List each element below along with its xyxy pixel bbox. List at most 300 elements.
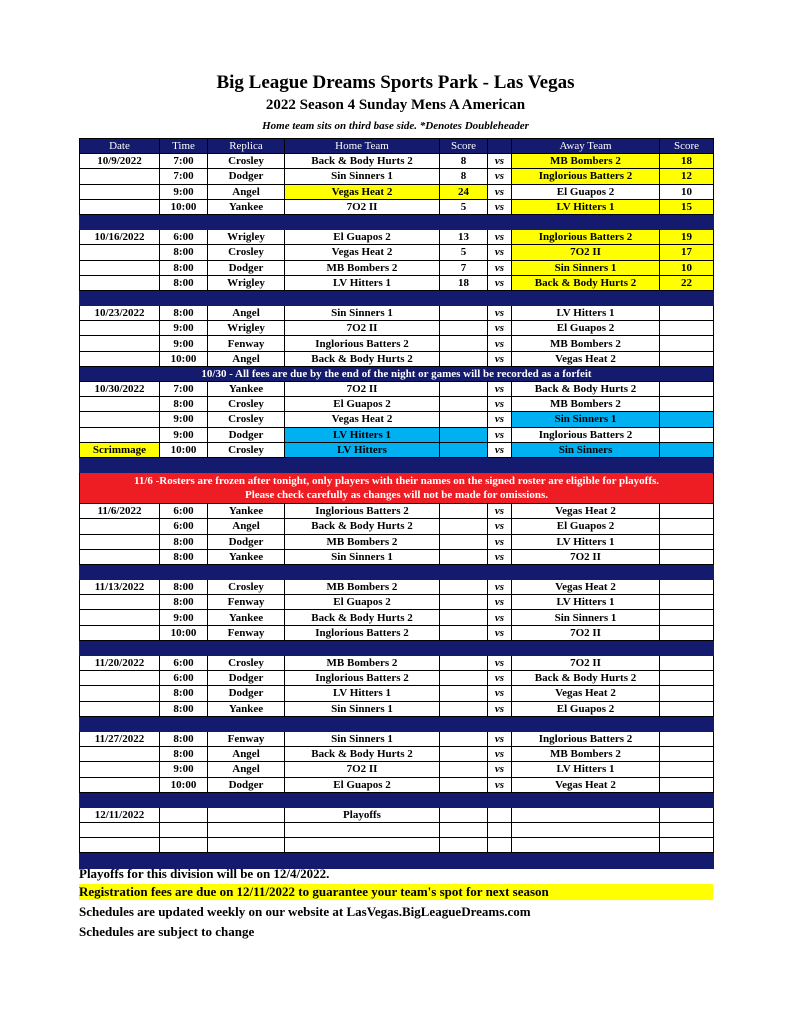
game-row <box>80 169 714 184</box>
date-cell <box>80 260 160 275</box>
separator-cell <box>285 564 440 579</box>
home-score-cell <box>440 625 488 640</box>
home-team-cell: MB Bombers 2 <box>285 656 440 671</box>
away-score-cell <box>660 686 714 701</box>
away-score-cell <box>660 671 714 686</box>
vs-cell: vs <box>488 549 512 564</box>
game-row <box>80 731 714 746</box>
separator-cell <box>488 640 512 655</box>
date-cell <box>80 427 160 442</box>
game-row <box>80 397 714 412</box>
time-cell: 9:00 <box>160 336 208 351</box>
away-score-cell: 18 <box>660 154 714 169</box>
field-cell: Dodger <box>208 169 285 184</box>
away-team-cell: Vegas Heat 2 <box>512 580 660 595</box>
separator-cell <box>660 290 714 305</box>
home-team-cell: Playoffs <box>285 807 440 822</box>
game-row <box>80 580 714 595</box>
home-score-cell <box>440 762 488 777</box>
field-cell: Yankee <box>208 199 285 214</box>
date-cell <box>80 519 160 534</box>
vs-cell: vs <box>488 260 512 275</box>
away-team-cell: MB Bombers 2 <box>512 336 660 351</box>
time-cell: 8:00 <box>160 260 208 275</box>
separator-cell <box>512 640 660 655</box>
away-team-cell: Inglorious Batters 2 <box>512 169 660 184</box>
away-team-cell: Inglorious Batters 2 <box>512 230 660 245</box>
date-cell: 12/11/2022 <box>80 807 160 822</box>
field-cell: Fenway <box>208 336 285 351</box>
away-score-cell <box>660 838 714 853</box>
week-separator-row <box>80 640 714 655</box>
separator-cell <box>160 640 208 655</box>
date-cell <box>80 184 160 199</box>
separator-cell <box>208 214 285 229</box>
week-separator-row <box>80 792 714 807</box>
home-team-cell <box>285 823 440 838</box>
time-cell: 6:00 <box>160 656 208 671</box>
home-score-cell <box>440 807 488 822</box>
vs-cell <box>488 823 512 838</box>
separator-cell <box>208 290 285 305</box>
time-cell: 8:00 <box>160 306 208 321</box>
vs-cell: vs <box>488 656 512 671</box>
game-row <box>80 549 714 564</box>
date-cell: 10/23/2022 <box>80 306 160 321</box>
separator-cell <box>660 716 714 731</box>
away-team-cell: Sin Sinners 1 <box>512 260 660 275</box>
date-cell <box>80 671 160 686</box>
separator-cell <box>440 290 488 305</box>
away-team-cell <box>512 807 660 822</box>
home-score-cell <box>440 549 488 564</box>
home-score-cell <box>440 351 488 366</box>
home-score-cell: 13 <box>440 230 488 245</box>
home-score-cell <box>440 777 488 792</box>
time-cell: 10:00 <box>160 777 208 792</box>
date-cell <box>80 625 160 640</box>
home-team-cell: El Guapos 2 <box>285 230 440 245</box>
vs-cell: vs <box>488 731 512 746</box>
home-score-cell: 7 <box>440 260 488 275</box>
table-header-row <box>80 139 714 154</box>
game-row <box>80 321 714 336</box>
field-cell: Crosley <box>208 154 285 169</box>
time-cell: 8:00 <box>160 397 208 412</box>
home-score-cell <box>440 747 488 762</box>
game-row <box>80 656 714 671</box>
time-cell: 8:00 <box>160 534 208 549</box>
separator-cell <box>660 792 714 807</box>
vs-cell: vs <box>488 154 512 169</box>
field-cell: Dodger <box>208 427 285 442</box>
game-row <box>80 747 714 762</box>
vs-cell: vs <box>488 701 512 716</box>
field-cell: Crosley <box>208 442 285 457</box>
away-team-cell: Vegas Heat 2 <box>512 351 660 366</box>
vs-cell: vs <box>488 397 512 412</box>
separator-cell <box>80 214 160 229</box>
field-cell: Yankee <box>208 504 285 519</box>
vs-cell: vs <box>488 230 512 245</box>
game-row <box>80 382 714 397</box>
separator-cell <box>488 792 512 807</box>
field-cell <box>208 807 285 822</box>
game-row <box>80 351 714 366</box>
notice-text: 10/30 - All fees are due by the end of the night or games will be recorded as a forfeit <box>80 366 714 381</box>
home-score-cell <box>440 610 488 625</box>
game-row <box>80 442 714 457</box>
home-score-cell: 5 <box>440 245 488 260</box>
away-team-cell: Back & Body Hurts 2 <box>512 382 660 397</box>
time-cell: 9:00 <box>160 412 208 427</box>
game-row <box>80 275 714 290</box>
date-cell <box>80 595 160 610</box>
field-cell: Wrigley <box>208 321 285 336</box>
home-score-cell <box>440 823 488 838</box>
home-score-cell <box>440 336 488 351</box>
date-cell: 11/6/2022 <box>80 504 160 519</box>
vs-cell <box>488 807 512 822</box>
home-team-cell: El Guapos 2 <box>285 397 440 412</box>
field-cell <box>208 838 285 853</box>
date-cell <box>80 838 160 853</box>
vs-cell: vs <box>488 169 512 184</box>
time-cell: 8:00 <box>160 731 208 746</box>
date-cell <box>80 169 160 184</box>
game-row <box>80 184 714 199</box>
away-team-cell: Vegas Heat 2 <box>512 777 660 792</box>
separator-cell <box>208 457 285 472</box>
date-cell <box>80 610 160 625</box>
game-row <box>80 701 714 716</box>
time-cell: 7:00 <box>160 382 208 397</box>
separator-cell <box>160 792 208 807</box>
separator-cell <box>660 640 714 655</box>
separator-cell <box>440 214 488 229</box>
date-cell: 10/16/2022 <box>80 230 160 245</box>
away-team-cell: 7O2 II <box>512 625 660 640</box>
col-header-time: Time <box>160 139 208 154</box>
game-row <box>80 154 714 169</box>
date-cell <box>80 275 160 290</box>
home-team-cell: El Guapos 2 <box>285 777 440 792</box>
vs-cell: vs <box>488 245 512 260</box>
week-separator-row <box>80 716 714 731</box>
separator-cell <box>660 214 714 229</box>
away-team-cell: Sin Sinners 1 <box>512 412 660 427</box>
away-score-cell <box>660 397 714 412</box>
away-score-cell <box>660 519 714 534</box>
away-score-cell: 15 <box>660 199 714 214</box>
home-team-cell: Inglorious Batters 2 <box>285 336 440 351</box>
separator-cell <box>440 457 488 472</box>
field-cell: Fenway <box>208 595 285 610</box>
field-cell: Angel <box>208 762 285 777</box>
separator-cell <box>512 457 660 472</box>
home-team-cell: Sin Sinners 1 <box>285 731 440 746</box>
field-cell: Crosley <box>208 580 285 595</box>
time-cell: 10:00 <box>160 442 208 457</box>
roster-alert <box>80 473 714 504</box>
away-team-cell: 7O2 II <box>512 245 660 260</box>
date-cell <box>80 351 160 366</box>
separator-cell <box>80 290 160 305</box>
vs-cell: vs <box>488 321 512 336</box>
time-cell: 8:00 <box>160 686 208 701</box>
separator-cell <box>208 640 285 655</box>
date-cell <box>80 412 160 427</box>
home-score-cell: 8 <box>440 169 488 184</box>
vs-cell: vs <box>488 686 512 701</box>
home-score-cell <box>440 671 488 686</box>
home-score-cell <box>440 504 488 519</box>
home-score-cell: 8 <box>440 154 488 169</box>
home-team-cell: Back & Body Hurts 2 <box>285 351 440 366</box>
home-score-cell <box>440 412 488 427</box>
game-row <box>80 412 714 427</box>
home-score-cell <box>440 306 488 321</box>
field-cell: Fenway <box>208 625 285 640</box>
home-team-cell: LV Hitters <box>285 442 440 457</box>
home-score-cell <box>440 397 488 412</box>
home-team-cell: Sin Sinners 1 <box>285 549 440 564</box>
home-score-cell <box>440 595 488 610</box>
home-score-cell <box>440 442 488 457</box>
home-team-cell <box>285 838 440 853</box>
away-team-cell: Back & Body Hurts 2 <box>512 275 660 290</box>
date-cell <box>80 762 160 777</box>
separator-cell <box>660 564 714 579</box>
home-score-cell <box>440 838 488 853</box>
away-score-cell <box>660 412 714 427</box>
game-row <box>80 245 714 260</box>
home-team-cell: Vegas Heat 2 <box>285 184 440 199</box>
away-score-cell <box>660 747 714 762</box>
date-cell: 11/13/2022 <box>80 580 160 595</box>
home-score-cell <box>440 534 488 549</box>
separator-cell <box>285 716 440 731</box>
date-cell <box>80 777 160 792</box>
game-row <box>80 777 714 792</box>
home-team-cell: 7O2 II <box>285 762 440 777</box>
time-cell: 8:00 <box>160 245 208 260</box>
separator-cell <box>285 792 440 807</box>
date-cell: Scrimmage <box>80 442 160 457</box>
date-cell <box>80 701 160 716</box>
time-cell: 6:00 <box>160 504 208 519</box>
separator-cell <box>488 290 512 305</box>
field-cell: Fenway <box>208 731 285 746</box>
roster-alert-row <box>80 473 714 504</box>
time-cell <box>160 823 208 838</box>
separator-cell <box>488 716 512 731</box>
field-cell: Dodger <box>208 534 285 549</box>
week-separator-row <box>80 457 714 472</box>
vs-cell: vs <box>488 382 512 397</box>
week-separator-row <box>80 564 714 579</box>
field-cell: Dodger <box>208 671 285 686</box>
away-score-cell <box>660 427 714 442</box>
field-cell: Crosley <box>208 245 285 260</box>
separator-cell <box>488 214 512 229</box>
vs-cell: vs <box>488 747 512 762</box>
vs-cell: vs <box>488 777 512 792</box>
vs-cell: vs <box>488 184 512 199</box>
vs-cell: vs <box>488 534 512 549</box>
vs-cell: vs <box>488 412 512 427</box>
col-header-date: Date <box>80 139 160 154</box>
home-score-cell: 18 <box>440 275 488 290</box>
vs-cell <box>488 838 512 853</box>
schedule-table <box>79 138 714 869</box>
away-score-cell <box>660 442 714 457</box>
footer-change-note: Schedules are subject to change <box>79 924 255 939</box>
home-score-cell <box>440 321 488 336</box>
home-score-cell: 5 <box>440 199 488 214</box>
away-score-cell <box>660 762 714 777</box>
home-team-cell: 7O2 II <box>285 321 440 336</box>
footer-playoffs-note: Playoffs for this division will be on 12/4/2022. <box>79 866 330 881</box>
game-row <box>80 807 714 822</box>
home-team-cell: MB Bombers 2 <box>285 580 440 595</box>
field-cell: Dodger <box>208 777 285 792</box>
game-row <box>80 260 714 275</box>
schedule-body <box>80 154 714 868</box>
away-score-cell <box>660 336 714 351</box>
home-team-cell: Back & Body Hurts 2 <box>285 747 440 762</box>
away-score-cell <box>660 382 714 397</box>
field-cell: Crosley <box>208 397 285 412</box>
field-cell: Angel <box>208 184 285 199</box>
vs-cell: vs <box>488 625 512 640</box>
notice-row <box>80 366 714 381</box>
game-row <box>80 823 714 838</box>
vs-cell: vs <box>488 610 512 625</box>
home-team-cell: 7O2 II <box>285 199 440 214</box>
time-cell: 8:00 <box>160 549 208 564</box>
away-team-cell: Sin Sinners 1 <box>512 610 660 625</box>
away-team-cell: El Guapos 2 <box>512 701 660 716</box>
separator-cell <box>160 564 208 579</box>
separator-cell <box>208 792 285 807</box>
separator-cell <box>488 457 512 472</box>
away-team-cell: LV Hitters 1 <box>512 762 660 777</box>
separator-cell <box>512 290 660 305</box>
away-score-cell <box>660 321 714 336</box>
date-cell <box>80 534 160 549</box>
game-row <box>80 838 714 853</box>
away-team-cell: MB Bombers 2 <box>512 154 660 169</box>
footer-website-note: Schedules are updated weekly on our website at LasVegas.BigLeagueDreams.com <box>79 904 531 919</box>
away-team-cell: El Guapos 2 <box>512 184 660 199</box>
away-score-cell <box>660 504 714 519</box>
away-team-cell: MB Bombers 2 <box>512 747 660 762</box>
col-header-replica: Replica <box>208 139 285 154</box>
separator-cell <box>440 716 488 731</box>
separator-cell <box>285 640 440 655</box>
away-score-cell <box>660 656 714 671</box>
away-score-cell <box>660 306 714 321</box>
roster-alert-line: 11/6 -Rosters are frozen after tonight, only players with their names on the signed roster are eligible for playoffs. <box>133 475 660 488</box>
away-team-cell: 7O2 II <box>512 549 660 564</box>
away-team-cell <box>512 823 660 838</box>
away-team-cell: 7O2 II <box>512 656 660 671</box>
home-team-cell: Back & Body Hurts 2 <box>285 610 440 625</box>
col-header-home-score: Score <box>440 139 488 154</box>
time-cell: 8:00 <box>160 747 208 762</box>
away-team-cell: Inglorious Batters 2 <box>512 731 660 746</box>
home-team-cell: Sin Sinners 1 <box>285 701 440 716</box>
away-team-cell: Inglorious Batters 2 <box>512 427 660 442</box>
game-row <box>80 610 714 625</box>
vs-cell: vs <box>488 519 512 534</box>
separator-cell <box>440 564 488 579</box>
time-cell: 9:00 <box>160 427 208 442</box>
game-row <box>80 230 714 245</box>
field-cell: Crosley <box>208 412 285 427</box>
page-title: Big League Dreams Sports Park - Las Vegas <box>216 72 575 93</box>
away-score-cell <box>660 610 714 625</box>
time-cell: 9:00 <box>160 610 208 625</box>
away-team-cell: Sin Sinners <box>512 442 660 457</box>
vs-cell: vs <box>488 442 512 457</box>
separator-cell <box>285 290 440 305</box>
game-row <box>80 504 714 519</box>
field-cell: Yankee <box>208 382 285 397</box>
time-cell: 9:00 <box>160 184 208 199</box>
vs-cell: vs <box>488 762 512 777</box>
away-score-cell <box>660 731 714 746</box>
vs-cell: vs <box>488 595 512 610</box>
field-cell: Crosley <box>208 656 285 671</box>
separator-cell <box>80 564 160 579</box>
away-team-cell: MB Bombers 2 <box>512 397 660 412</box>
home-team-cell: LV Hitters 1 <box>285 427 440 442</box>
time-cell: 9:00 <box>160 321 208 336</box>
separator-cell <box>208 564 285 579</box>
separator-cell <box>80 792 160 807</box>
time-cell: 6:00 <box>160 230 208 245</box>
date-cell <box>80 336 160 351</box>
week-separator-row <box>80 290 714 305</box>
separator-cell <box>160 457 208 472</box>
field-cell: Dodger <box>208 686 285 701</box>
separator-cell <box>160 716 208 731</box>
away-score-cell <box>660 625 714 640</box>
time-cell: 9:00 <box>160 762 208 777</box>
vs-cell: vs <box>488 504 512 519</box>
home-team-cell: LV Hitters 1 <box>285 686 440 701</box>
home-team-cell: Inglorious Batters 2 <box>285 671 440 686</box>
time-cell: 10:00 <box>160 199 208 214</box>
separator-cell <box>512 214 660 229</box>
home-score-cell <box>440 519 488 534</box>
away-score-cell: 12 <box>660 169 714 184</box>
away-score-cell <box>660 595 714 610</box>
game-row <box>80 336 714 351</box>
game-row <box>80 686 714 701</box>
page-subtitle: 2022 Season 4 Sunday Mens A American <box>265 97 526 113</box>
separator-cell <box>440 640 488 655</box>
game-row <box>80 534 714 549</box>
home-score-cell <box>440 427 488 442</box>
date-cell <box>80 245 160 260</box>
away-team-cell: LV Hitters 1 <box>512 534 660 549</box>
separator-cell <box>160 214 208 229</box>
time-cell: 7:00 <box>160 169 208 184</box>
away-score-cell: 17 <box>660 245 714 260</box>
